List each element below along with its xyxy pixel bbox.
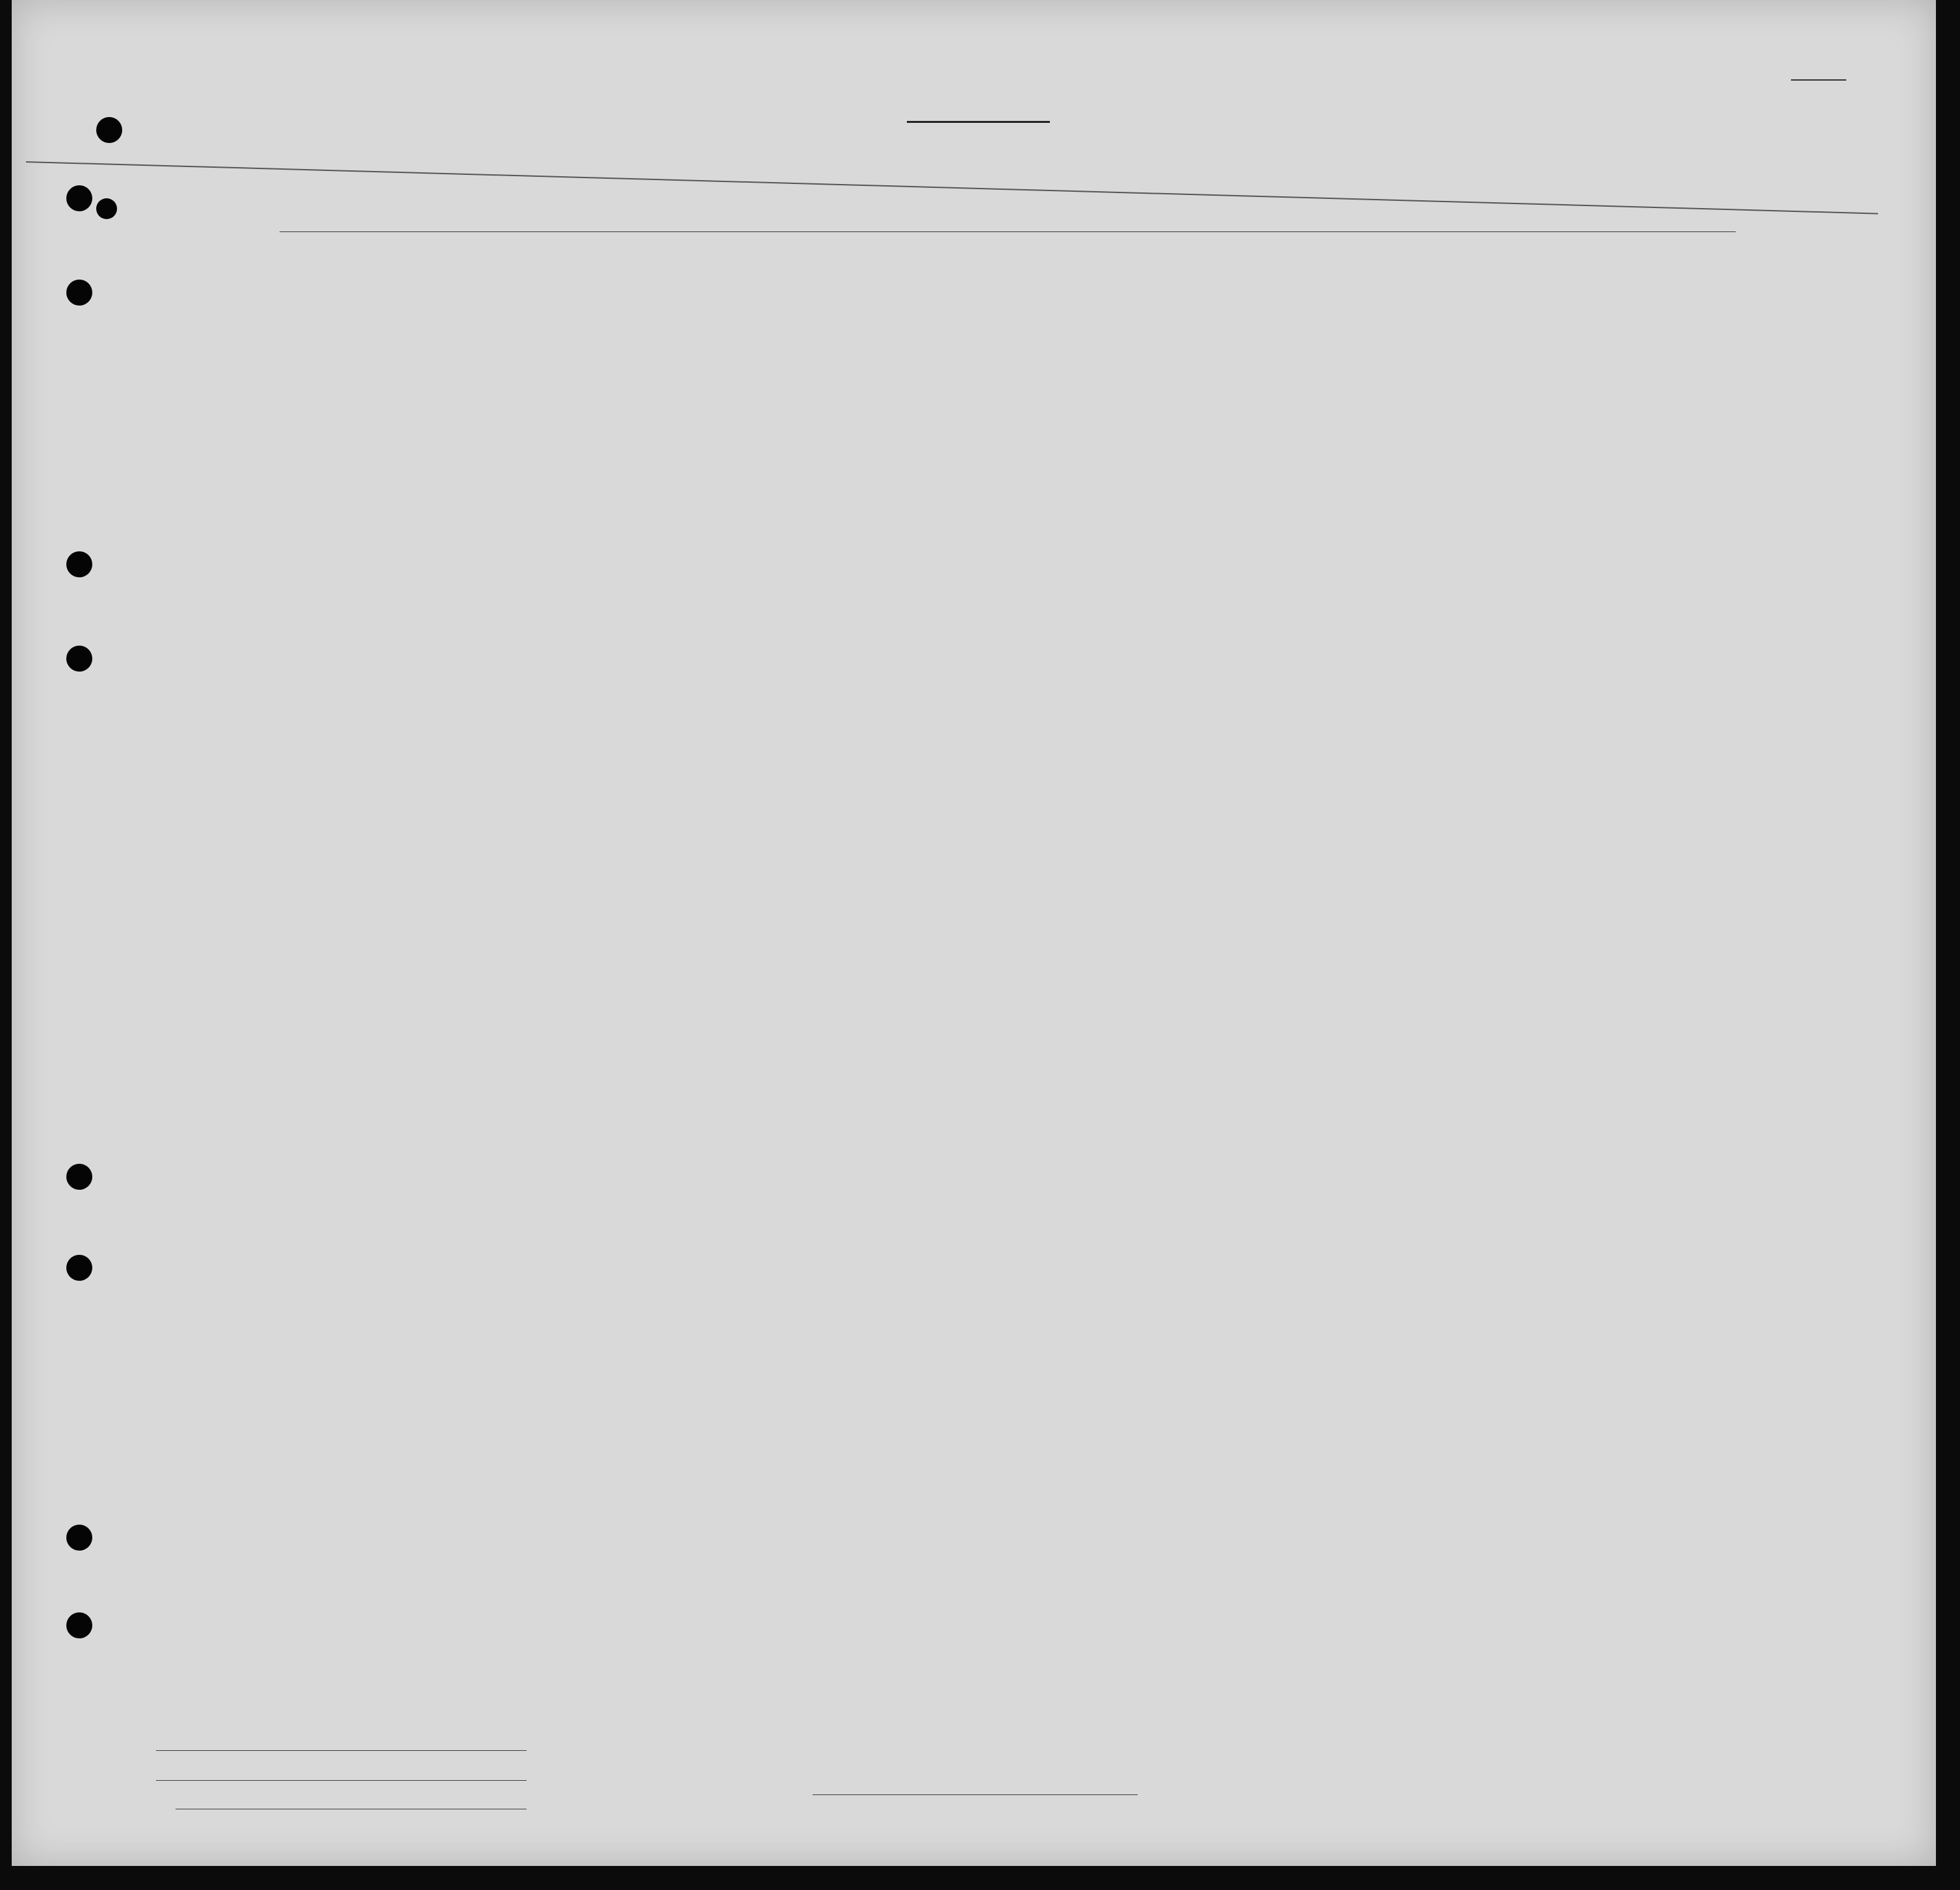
punch-hole (96, 117, 122, 143)
line-underline (156, 1750, 527, 1751)
punch-hole (66, 1255, 92, 1281)
title-rule (907, 121, 1050, 123)
punch-hole (96, 198, 117, 219)
vessel-underline (280, 231, 1736, 232)
punch-hole (66, 551, 92, 577)
punch-hole (66, 646, 92, 672)
punch-hole (66, 185, 92, 211)
sheet-underline (1791, 79, 1846, 81)
owners-underline (156, 1780, 527, 1781)
punch-hole (66, 1612, 92, 1638)
manifest-sheet (12, 0, 1936, 1866)
punch-hole (66, 1164, 92, 1190)
vessel-line (215, 208, 220, 228)
signature-underline (813, 1794, 1138, 1795)
punch-hole (66, 280, 92, 306)
punch-hole (66, 1525, 92, 1551)
